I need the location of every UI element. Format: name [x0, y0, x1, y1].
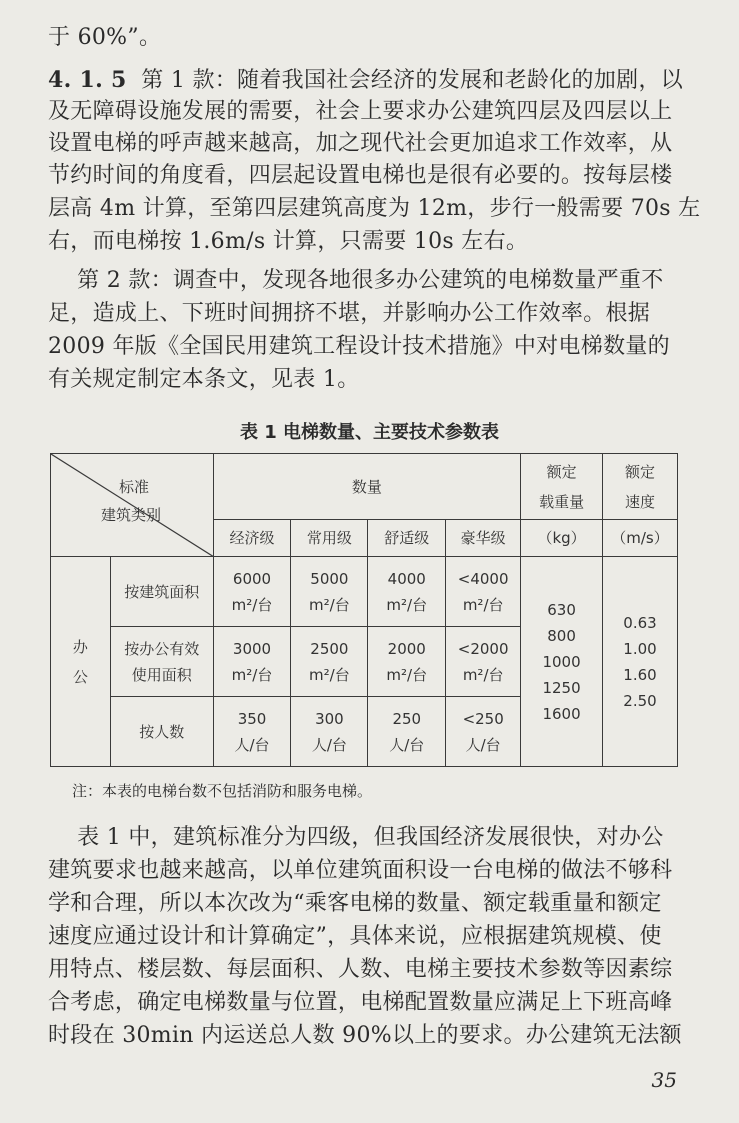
text-line: 于 60%”。 [48, 25, 162, 50]
table-cell [291, 697, 368, 767]
table-cell [213, 627, 291, 697]
speed-header [603, 454, 678, 520]
cell-unit: m²/台 [462, 595, 504, 614]
row-label-line: 按办公有效 [124, 639, 200, 658]
cell-value: 250 [392, 709, 422, 728]
text-line: 速度应通过设计和计算确定”，具体来说，应根据建筑规模、使 [48, 924, 662, 949]
level-header: 常用级 [291, 520, 368, 557]
text-line: 2009 年版《全国民用建筑工程设计技术措施》中对电梯数量的 [48, 334, 670, 359]
cell-unit: m²/台 [309, 665, 350, 684]
text-line: 表 1 中，建筑标准分为四级，但我国经济发展很快，对办公 [48, 825, 664, 850]
speed-value: 0.63 [623, 613, 657, 632]
cell-value: <2000 [457, 639, 509, 658]
cell-unit: m²/台 [231, 665, 273, 684]
table-note: 注：本表的电梯台数不包括消防和服务电梯。 [72, 782, 373, 800]
level-header: 经济级 [213, 520, 291, 557]
load-header-line: 载重量 [539, 492, 585, 511]
text-line: 学和合理，所以本次改为“乘客电梯的数量、额定载重量和额定 [48, 891, 662, 916]
speed-values-cell [603, 557, 678, 767]
speed-unit: （m/s） [603, 520, 678, 557]
table-cell [291, 557, 368, 627]
text-line: 节约时间的角度看，四层起设置电梯也是很有必要的。按每层楼 [48, 163, 673, 188]
level-header: 舒适级 [368, 520, 446, 557]
speed-value: 2.50 [623, 691, 657, 710]
table-cell [446, 697, 521, 767]
text-line: 及无障碍设施发展的需要，社会上要求办公建筑四层及四层以上 [48, 99, 673, 124]
load-header [521, 454, 603, 520]
category-cell [51, 557, 111, 767]
text-line: 足，造成上、下班时间拥挤不堪，并影响办公工作效率。根据 [48, 301, 651, 326]
cell-value: 350 [237, 709, 267, 728]
table-cell [213, 697, 291, 767]
table-caption: 表 1 电梯数量、主要技术参数表 [239, 422, 500, 443]
text-line: 第 1 款：随着我国社会经济的发展和老龄化的加剧，以 [126, 68, 684, 93]
text-line: 第 2 款：调查中，发现各地很多办公建筑的电梯数量严重不 [48, 268, 664, 293]
speed-value: 1.60 [623, 665, 657, 684]
building-type-label: 建筑类别 [101, 506, 162, 524]
cell-unit: 人/台 [234, 735, 270, 754]
cell-value: 2500 [310, 639, 349, 658]
elevator-spec-table [50, 453, 678, 767]
cell-unit: m²/台 [309, 595, 350, 614]
load-value: 1600 [542, 704, 581, 723]
table-cell [368, 627, 446, 697]
speed-header-line: 速度 [625, 492, 656, 511]
quantity-header: 数量 [213, 454, 521, 520]
cell-unit: m²/台 [386, 595, 428, 614]
clause-number: 4. 1. 5 [48, 67, 127, 93]
category-char: 公 [72, 667, 88, 686]
table-cell [368, 697, 446, 767]
cell-unit: 人/台 [311, 735, 347, 754]
row-label: 按建筑面积 [110, 557, 213, 627]
load-value: 800 [547, 626, 576, 645]
cell-value: <250 [462, 709, 504, 728]
text-line: 层高 4m 计算，至第四层建筑高度为 12m，步行一般需要 70s 左 [48, 196, 701, 221]
row-label: 按人数 [110, 697, 213, 767]
speed-header-line: 额定 [625, 462, 656, 481]
text-line: 时段在 30min 内运送总人数 90%以上的要求。办公建筑无法额 [48, 1023, 682, 1048]
load-header-line: 额定 [546, 462, 577, 481]
standard-label: 标准 [119, 478, 150, 496]
load-value: 1250 [542, 678, 581, 697]
table-cell [446, 627, 521, 697]
cell-unit: m²/台 [386, 665, 428, 684]
text-line: 用特点、楼层数、每层面积、人数、电梯主要技术参数等因素综 [48, 957, 673, 982]
load-value: 1000 [542, 652, 581, 671]
text-line: 右，而电梯按 1.6m/s 计算，只需要 10s 左右。 [48, 229, 529, 254]
text-line: 设置电梯的呼声越来越高，加之现代社会更加追求工作效率，从 [48, 131, 673, 156]
table-cell [291, 627, 368, 697]
page-number: 35 [651, 1068, 677, 1092]
cell-value: 5000 [310, 569, 349, 588]
text-line: 建筑要求也越来越高，以单位建筑面积设一台电梯的做法不够科 [48, 858, 673, 883]
table-cell [368, 557, 446, 627]
cell-value: 6000 [232, 569, 272, 588]
cell-value: <4000 [457, 569, 509, 588]
clause-paragraph [48, 64, 688, 97]
cell-unit: m²/台 [231, 595, 273, 614]
cell-value: 300 [315, 709, 344, 728]
row-label-line: 使用面积 [131, 665, 192, 684]
table-cell [446, 557, 521, 627]
level-header: 豪华级 [446, 520, 521, 557]
table-cell [213, 557, 291, 627]
load-unit: （kg） [521, 520, 603, 557]
row-label [110, 627, 213, 697]
speed-value: 1.00 [623, 639, 657, 658]
cell-unit: 人/台 [389, 735, 425, 754]
cell-unit: 人/台 [465, 735, 501, 754]
diagonal-header-cell [51, 454, 214, 557]
cell-value: 4000 [387, 569, 426, 588]
text-line: 有关规定制定本条文，见表 1。 [48, 367, 360, 392]
load-values-cell [521, 557, 603, 767]
cell-value: 3000 [232, 639, 272, 658]
text-line: 合考虑，确定电梯数量与位置，电梯配置数量应满足上下班高峰 [48, 990, 673, 1015]
category-char: 办 [72, 637, 88, 656]
cell-value: 2000 [387, 639, 426, 658]
load-value: 630 [547, 600, 576, 619]
cell-unit: m²/台 [462, 665, 504, 684]
